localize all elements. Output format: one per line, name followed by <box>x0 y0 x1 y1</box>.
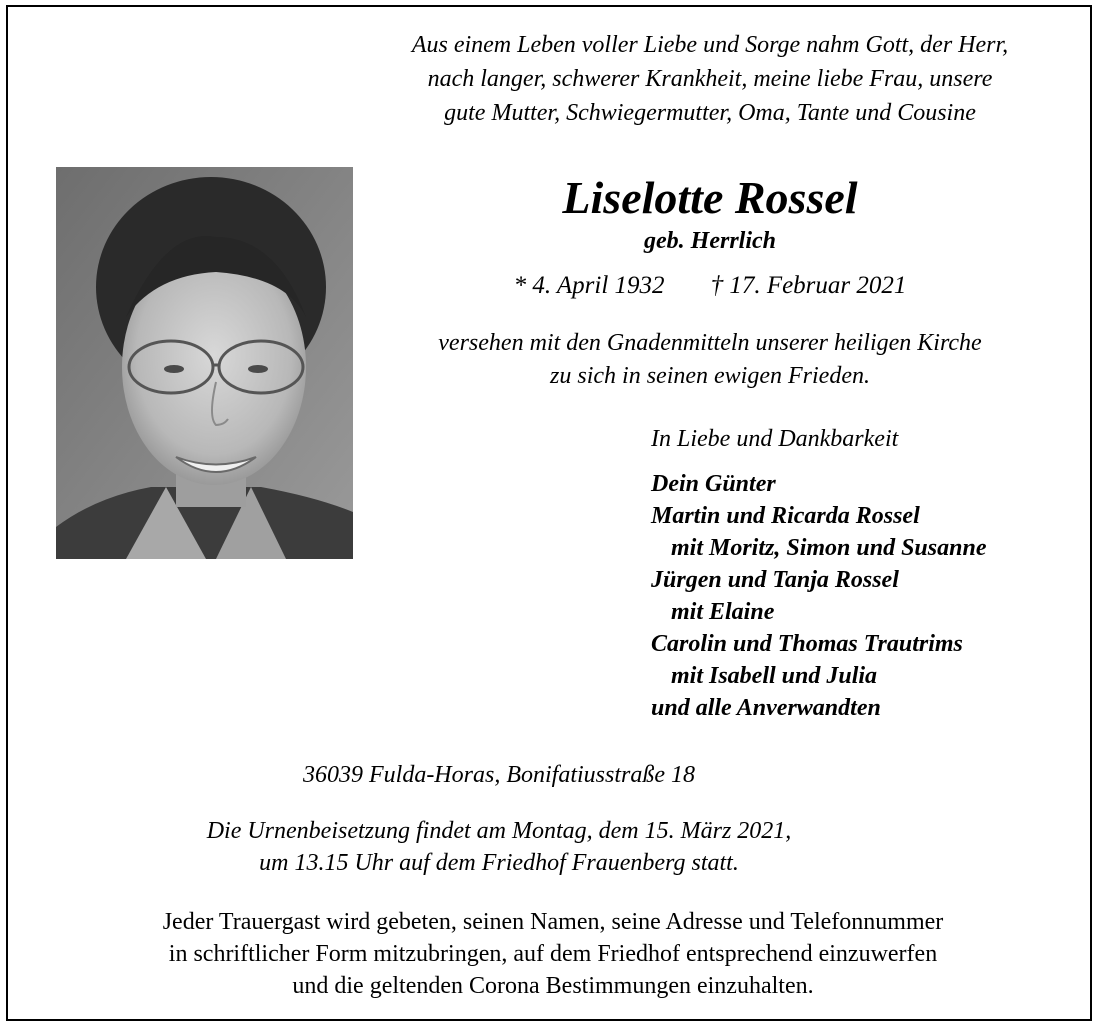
mourner-line: Carolin und Thomas Trautrims <box>651 631 963 657</box>
sacraments-line: versehen mit den Gnadenmitteln unserer heiligen Kirche <box>438 330 982 356</box>
notice-line: in schriftlicher Form mitzubringen, auf dem Friedhof entsprechend einzuwerfen <box>168 941 938 967</box>
burial-info <box>0 815 1102 879</box>
birth-date: * 4. April 1932 <box>513 272 665 299</box>
notice-line: Jeder Trauergast wird gebeten, seinen Namen, seine Adresse und Telefonnummer <box>162 909 944 935</box>
portrait-image <box>56 167 353 559</box>
intro-text <box>330 28 1090 130</box>
deceased-name: Liselotte Rossel <box>562 172 858 223</box>
sacraments-line: zu sich in seinen ewigen Frieden. <box>550 363 870 389</box>
maiden-name: geb. Herrlich <box>644 228 776 254</box>
mourners-list <box>651 468 986 724</box>
notice-line: und die geltenden Corona Bestimmungen einzuhalten. <box>292 973 814 999</box>
intro-line: nach langer, schwerer Krankheit, meine liebe Frau, unsere <box>427 66 993 92</box>
mourners-heading: In Liebe und Dankbarkeit <box>651 426 899 452</box>
corona-notice <box>0 906 1102 1002</box>
mourner-line: mit Isabell und Julia <box>671 663 878 689</box>
mourning-address <box>0 760 1102 790</box>
burial-line: um 13.15 Uhr auf dem Friedhof Frauenberg statt. <box>259 850 739 876</box>
mourner-line: Dein Günter <box>651 471 776 497</box>
mourner-line: Martin und Ricarda Rossel <box>651 503 920 529</box>
portrait-photo <box>56 167 353 559</box>
mourner-line: und alle Anverwandten <box>651 695 881 721</box>
intro-line: gute Mutter, Schwiegermutter, Oma, Tante und Cousine <box>444 100 976 126</box>
life-dates <box>360 270 1060 302</box>
address-text: 36039 Fulda-Horas, Bonifatiusstraße 18 <box>302 762 695 788</box>
mourner-line: Jürgen und Tanja Rossel <box>651 567 899 593</box>
death-date: † 17. Februar 2021 <box>710 272 907 299</box>
mourner-line: mit Elaine <box>671 599 775 625</box>
mourner-line: mit Moritz, Simon und Susanne <box>671 535 987 561</box>
sacraments-text <box>360 327 1060 393</box>
intro-line: Aus einem Leben voller Liebe und Sorge nahm Gott, der Herr, <box>411 32 1009 58</box>
burial-line: Die Urnenbeisetzung findet am Montag, dem 15. März 2021, <box>206 818 792 844</box>
